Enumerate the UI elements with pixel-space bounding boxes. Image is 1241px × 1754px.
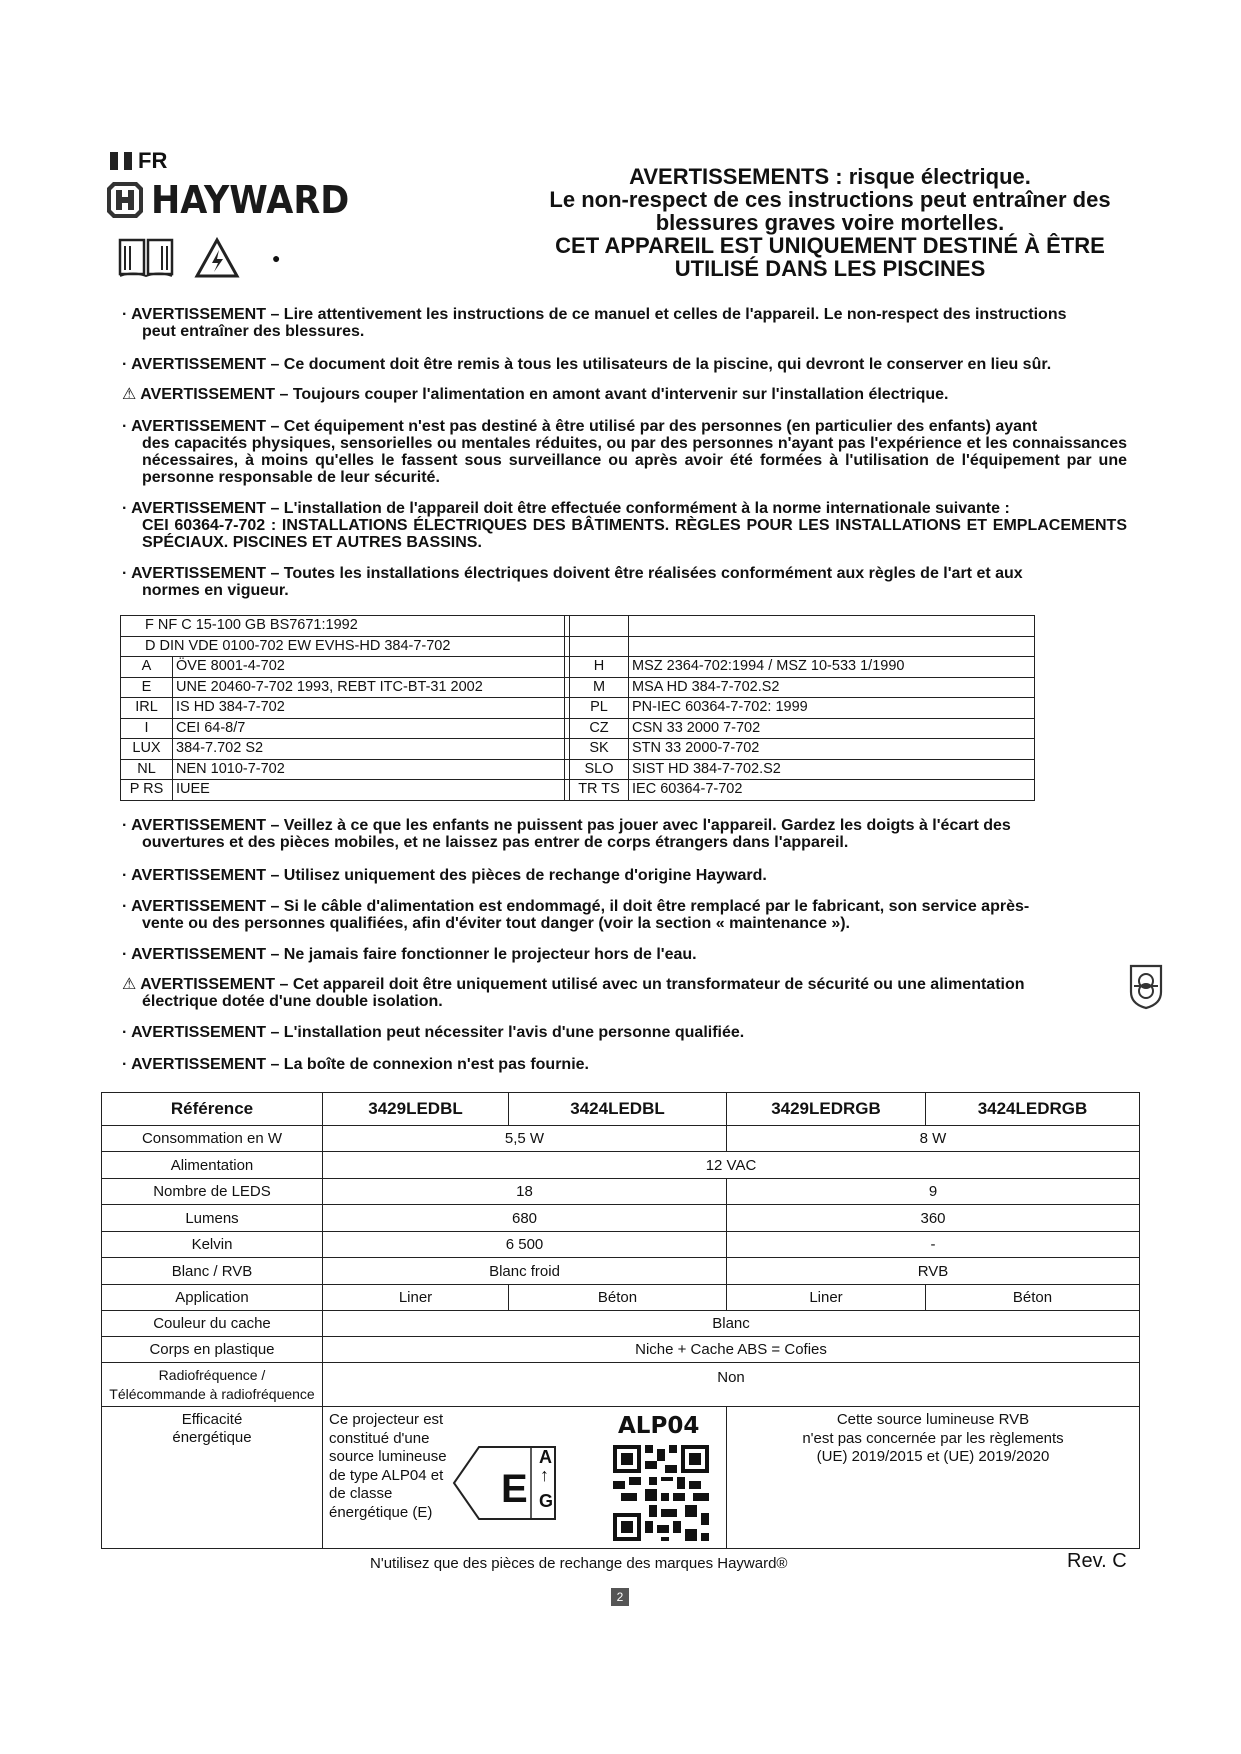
- energy-scale-top: A: [539, 1447, 552, 1467]
- table-row: Efficacité énergétique Ce projecteur est constitué d'une source lumineuse de type ALP04 et de classe énergétique (E) E A ↑ G ALP04 Cette source lumineuse RVB n'est pas concernée par les règlements (UE) 2019/2015 et (UE) 2019/2020: [102, 1407, 1140, 1549]
- warning-item: ⚠ AVERTISSEMENT – Toujours couper l'alimentation en amont avant d'intervenir sur l'installation électrique.: [122, 386, 949, 403]
- table-row: Corps en plastique Niche + Cache ABS = Cofies: [102, 1337, 1140, 1363]
- table-row: A ÖVE 8001-4-702 H MSZ 2364-702:1994 / MSZ 10-533 1/1990: [121, 657, 1035, 678]
- separator-dot: ●: [272, 250, 281, 266]
- table-row: Application Liner Béton Liner Béton: [102, 1285, 1140, 1311]
- hayward-emblem-icon: [105, 180, 145, 220]
- warning-item: · AVERTISSEMENT – Ce document doit être remis à tous les utilisateurs de la piscine, qui devront le conserver en lieu sûr.: [122, 356, 1052, 373]
- language-tag: [110, 148, 167, 174]
- brand-logo: [105, 178, 367, 222]
- norms-table: [120, 615, 1035, 801]
- table-row: Couleur du cache Blanc: [102, 1311, 1140, 1337]
- warning-item: ⚠ AVERTISSEMENT – Cet appareil doit être uniquement utilisé avec un transformateur de sécurité ou une alimentation électrique dotée d'une double isolation.: [122, 976, 1025, 1010]
- warning-item: · AVERTISSEMENT – Si le câble d'alimentation est endommagé, il doit être remplacé par le fabricant, son service après- vente ou des personnes qualifiées, afin d'éviter tout danger (voir la section « maintenance »).: [122, 898, 1030, 932]
- table-row: Lumens 680 360: [102, 1205, 1140, 1232]
- warning-item: · AVERTISSEMENT – La boîte de connexion n'est pas fournie.: [122, 1056, 589, 1073]
- safety-icons: [118, 236, 280, 280]
- table-row: Radiofréquence / Télécommande à radiofréquence Non: [102, 1363, 1140, 1407]
- footer-note: N'utilisez que des pièces de rechange des marques Hayward®: [370, 1555, 788, 1572]
- energy-description: Ce projecteur est constitué d'une source lumineuse de type ALP04 et de classe énergétique (E): [329, 1411, 447, 1521]
- revision-label: Rev. C: [1067, 1550, 1127, 1572]
- page-number: 2: [611, 1588, 629, 1606]
- warning-item: · AVERTISSEMENT – Cet équipement n'est pas destiné à être utilisé par des personnes (en particulier des enfants) ayant des capacités physiques, sensorielles ou mentales réduites, ou par des personnes n'ayant pas l'expérience et les connaissances nécessaires, à moins qu'elles le fassent sous surveillance ou après avoir été formées à l'utilisation de l'équipement par une personne responsable de leur sécurité.: [122, 418, 1127, 486]
- language-code: FR: [138, 148, 168, 173]
- qr-code-icon: [613, 1445, 709, 1541]
- table-row: NL NEN 1010-7-702 SLO SIST HD 384-7-702.S2: [121, 759, 1035, 780]
- safety-transformer-icon: [1128, 962, 1164, 1010]
- table-row: D DIN VDE 0100-702 EW EVHS-HD 384-7-702: [121, 636, 1035, 657]
- rgb-note: Cette source lumineuse RVB n'est pas concernée par les règlements (UE) 2019/2015 et (UE) 2019/2020: [727, 1407, 1140, 1549]
- energy-label-cell: [323, 1407, 727, 1549]
- table-row: I CEI 64-8/7 CZ CSN 33 2000 7-702: [121, 718, 1035, 739]
- table-row: Blanc / RVB Blanc froid RVB: [102, 1258, 1140, 1285]
- warning-item: · AVERTISSEMENT – Veillez à ce que les enfants ne puissent pas jouer avec l'appareil. Gardez les doigts à l'écart des ouvertures et des pièces mobiles, et ne laissez pas entrer de corps étrangers dans l'appareil.: [122, 817, 1011, 851]
- page-title: AVERTISSEMENTS : risque électrique. Le non-respect de ces instructions peut entraîner des blessures graves voire mortelles. CET APPAREIL EST UNIQUEMENT DESTINÉ À ÊTRE UTILISÉ DANS LES PISCINES: [549, 164, 1111, 281]
- warning-item: · AVERTISSEMENT – L'installation peut nécessiter l'avis d'une personne qualifiée.: [122, 1024, 745, 1041]
- table-row: E UNE 20460-7-702 1993, REBT ITC-BT-31 2002 M MSA HD 384-7-702.S2: [121, 677, 1035, 698]
- energy-scale-bottom: G: [539, 1491, 554, 1511]
- energy-class: E: [501, 1467, 528, 1511]
- energy-scale-arrow-icon: ↑: [540, 1465, 549, 1485]
- spec-table: [101, 1092, 1140, 1549]
- table-row: IRL IS HD 384-7-702 PL PN-IEC 60364-7-702: 1999: [121, 698, 1035, 719]
- electric-hazard-icon: [194, 237, 240, 279]
- label-code: ALP04: [618, 1413, 700, 1439]
- warning-item: · AVERTISSEMENT – Utilisez uniquement des pièces de rechange d'origine Hayward.: [122, 867, 767, 884]
- warning-item: · AVERTISSEMENT – Ne jamais faire fonctionner le projecteur hors de l'eau.: [122, 946, 697, 963]
- warning-item: · AVERTISSEMENT – L'installation de l'appareil doit être effectuée conformément à la norme internationale suivante : CEI 60364-7-702 : INSTALLATIONS ÉLECTRIQUES DES BÂTIMENTS. RÈGLES POUR LES INSTALLATIONS ET EMPLACEMENTS SPÉCIAUX. PISCINES ET AUTRES BASSINS.: [122, 500, 1127, 551]
- warning-item: · AVERTISSEMENT – Lire attentivement les instructions de ce manuel et celles de l'appareil. Le non-respect des instructions peut entraîner des blessures.: [122, 306, 1067, 340]
- brand-name: HAYWARD: [151, 178, 350, 222]
- table-row: LUX 384-7.702 S2 SK STN 33 2000-7-702: [121, 739, 1035, 760]
- table-row: Nombre de LEDS 18 9: [102, 1179, 1140, 1205]
- table-row: Kelvin 6 500 -: [102, 1232, 1140, 1258]
- manual-book-icon: [118, 236, 174, 280]
- table-row: Alimentation 12 VAC: [102, 1152, 1140, 1179]
- table-header-row: Référence 3429LEDBL 3424LEDBL 3429LEDRGB 3424LEDRGB: [102, 1093, 1140, 1126]
- table-row: P RS IUEE TR TS IEC 60364-7-702: [121, 780, 1035, 801]
- table-row: F NF C 15-100 GB BS7671:1992: [121, 616, 1035, 637]
- table-row: Consommation en W 5,5 W 8 W: [102, 1126, 1140, 1152]
- warning-item: · AVERTISSEMENT – Toutes les installations électriques doivent être réalisées conformément aux règles de l'art et aux normes en vigueur.: [122, 565, 1023, 599]
